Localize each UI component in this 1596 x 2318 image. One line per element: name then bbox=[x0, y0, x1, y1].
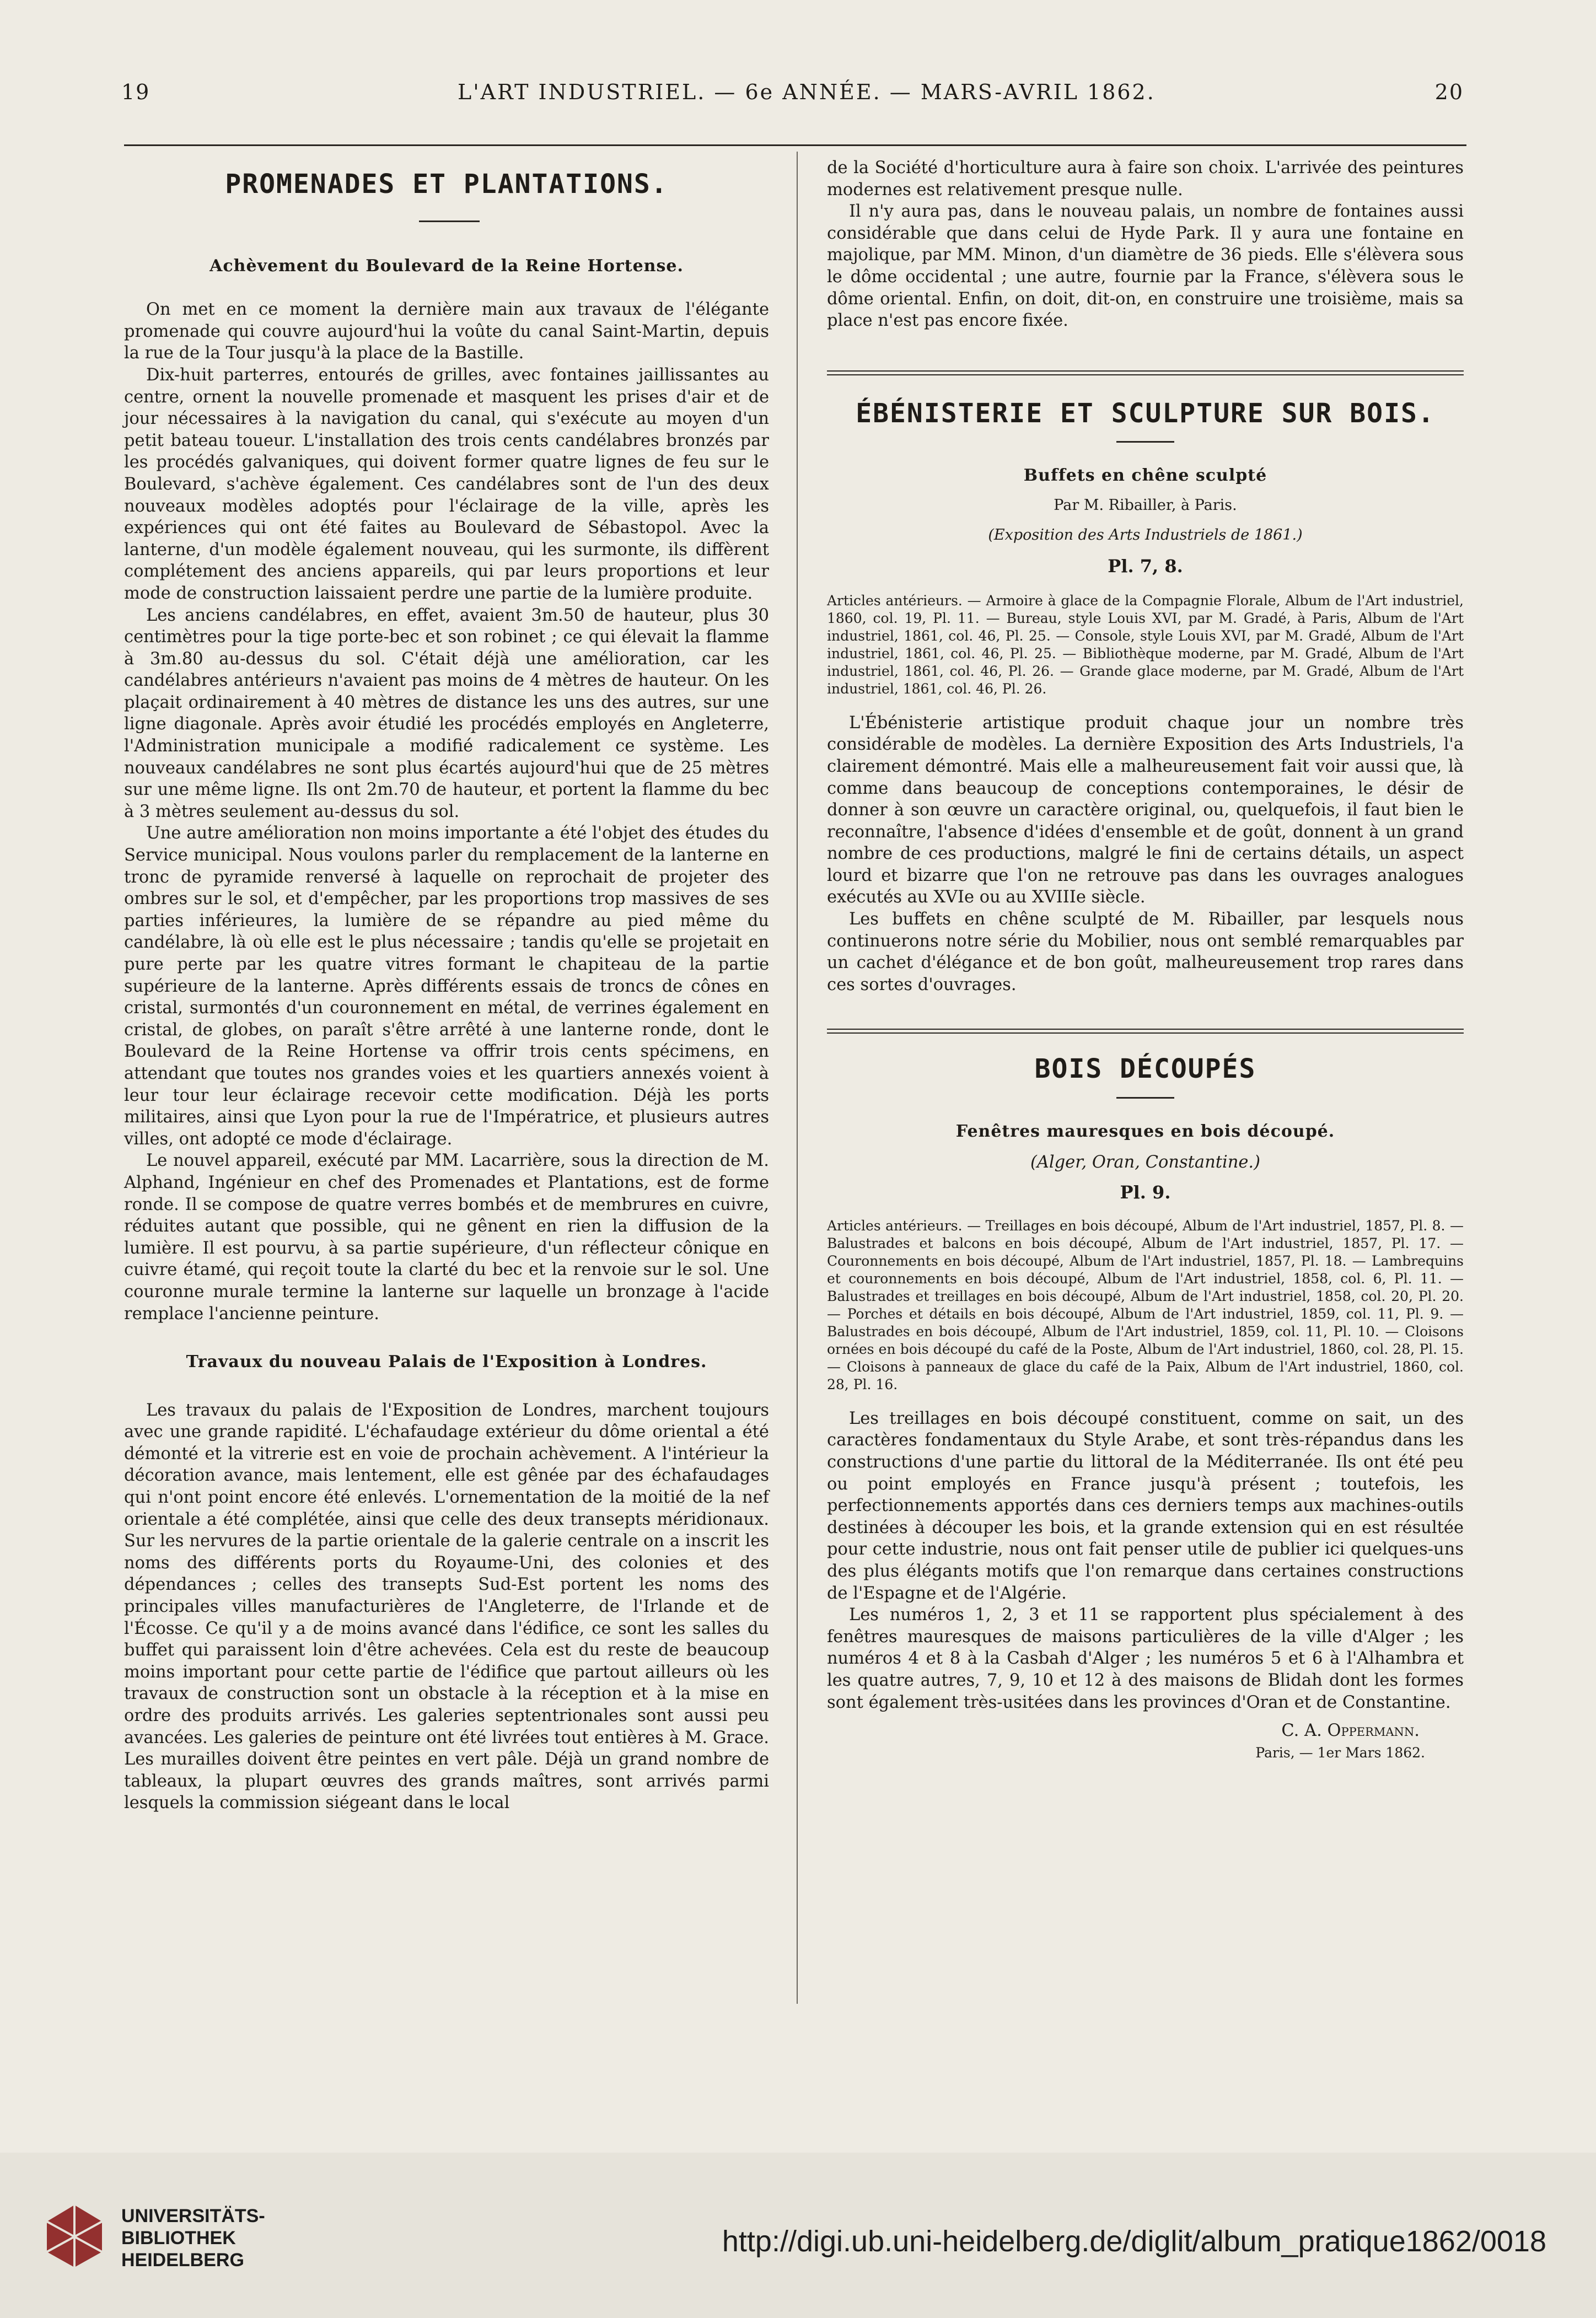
logo-line: UNIVERSITÄTS- bbox=[121, 2206, 265, 2226]
section-double-rule bbox=[827, 374, 1464, 375]
subtitle-buffets: Buffets en chêne sculpté bbox=[1023, 466, 1267, 486]
title-rule bbox=[419, 220, 480, 222]
paragraph: Une autre amélioration non moins importante a été l'objet des études du Service municipal. Nous voulons parler du remplacement de la lanterne en tronc de pyramide renversé à laquelle on reprochait de projeter des ombres sur le sol, et d'empêcher, par les proportions trop massives de ses parties inférieures, la lumière de se répandre au pied même du candélabre, là où elle est le plus nécessaire ; tandis qu'elle se projetait en pure perte par les quatre vitres formant le chapiteau de la partie supérieure de la lanterne. Après différents essais de troncs de cônes en cristal, surmontés d'un couronnement en métal, de verrines également en cristal, de globes, on paraît s'être arrêté à une lanterne ronde, dont le Boulevard de la Reine Hortense va offrir trois cents spécimens, en attendant que toutes nos grandes voies et les quartiers annexés voient à leur tour leur éclairage recevoir cette modification. Déjà les ports militaires, ainsi que Lyon pour la rue de l'Impératrice, et plusieurs autres villes, ont adopté ce mode d'éclairage. bbox=[124, 824, 769, 1149]
place-line: (Alger, Oran, Constantine.) bbox=[1030, 1152, 1261, 1172]
section-double-rule bbox=[827, 1032, 1464, 1034]
section-title-ebenisterie: ÉBÉNISTERIE ET SCULPTURE SUR BOIS. bbox=[856, 397, 1435, 429]
page-number-left: 19 bbox=[121, 80, 151, 104]
paragraph: Les travaux du palais de l'Exposition de Londres, marchent toujours avec une grande rapidité. L'échafaudage extérieur du dôme oriental a été démonté et la vitrerie est en voie de prochain achèvement. A l'intérieur la décoration avance, mais lentement, elle est gênée par des échafaudages qui n'ont point encore été enlevés. L'ornementation de la moitié de la nef orientale a été complétée, ainsi que celle des deux transepts méridionaux. Sur les nervures de la partie orientale de la galerie centrale on a inscrit les noms des différents ports du Royaume-Uni, des colonies et des dépendances ; celles des transepts Sud-Est portent les noms des principales villes manufacturières de l'Angleterre, de l'Irlande et de l'Écosse. Ce qu'il y a de moins avancé dans l'édifice, ce sont les salles du buffet qui paraissent loin d'être achevées. Cela est du reste de beaucoup moins important pour cette partie de l'édifice que partout ailleurs où les travaux de construction sont un obstacle à la réception et à la mise en ordre des produits arrivés. Les galeries septentrionales sont aussi peu avancées. Les galeries de peinture ont été livrées tout entières à M. Grace. Les murailles doivent être peintes en vert pâle. Déjà un grand nombre de tableaux, la plupart œuvres des grands maîtres, sont arrivés parmi lesquels la commission siégeant dans le local bbox=[124, 1400, 769, 1813]
exposition-line: (Exposition des Arts Industriels de 1861.) bbox=[988, 526, 1303, 544]
plate-reference: Pl. 7, 8. bbox=[1108, 556, 1183, 577]
signature-date: Paris, — 1er Mars 1862. bbox=[1255, 1744, 1425, 1761]
university-seal-icon bbox=[44, 2202, 105, 2268]
paragraph: Les buffets en chêne sculpté de M. Ribailler, par lesquels nous continuerons notre série du Mobilier, nous ont semblé remarquables par un cachet d'élégance et de bon goût, malheureusement trop rares dans ces sortes d'ouvrages. bbox=[827, 910, 1464, 994]
paragraph: de la Société d'horticulture aura à faire son choix. L'arrivée des peintures modernes est relativement presque nulle. bbox=[827, 158, 1464, 200]
subtitle-londres: Travaux du nouveau Palais de l'Exposition à Londres. bbox=[186, 1352, 707, 1372]
section-title-bois: BOIS DÉCOUPÉS bbox=[1034, 1053, 1256, 1085]
previous-articles: Articles antérieurs. — Treillages en bois découpé, Album de l'Art industriel, 1857, Pl. 8. — Balustrades et balcons en bois découpé, Album de l'Art industriel, 1857, Pl. 17. — Couronnements en bois découpé, Album de l'Art industriel, 1857, Pl. 18. — Lambrequins et couronnements en bois découpé, Album de l'Art industriel, 1858, col. 6, Pl. 11. — Balustrades et treillages en bois découpé, Album de l'Art industriel, 1858, col. 20, Pl. 20. — Porches et détails en bois découpé, Album de l'Art industriel, 1859, col. 11, Pl. 9. — Balustrades en bois découpé, Album de l'Art industriel, 1859, col. 11, Pl. 10. — Cloisons ornées en bois découpé du café de la Poste, Album de l'Art industriel, 1860, col. 28, Pl. 15. — Cloisons à panneaux de glace du café de la Paix, Album de l'Art industriel, 1860, col. 28, Pl. 16. bbox=[827, 1217, 1464, 1392]
logo-line: HEIDELBERG bbox=[121, 2250, 244, 2271]
author-line: Par M. Ribailler, à Paris. bbox=[1054, 496, 1237, 514]
section-double-rule bbox=[827, 1029, 1464, 1030]
paragraph: L'Ébénisterie artistique produit chaque jour un nombre très considérable de modèles. La dernière Exposition des Arts Industriels, l'a clairement démontré. Mais elle a malheureusement fait voir aussi que, là comme dans beaucoup de conceptions contemporaines, le désir de donner à son œuvre un caractère original, ou, quelquefois, il faut bien le reconnaître, l'absence d'idées d'ensemble et de goût, donnent à un grand nombre de ces productions, malgré le fini de certains détails, un aspect lourd et bizarre que l'on ne retrouve pas dans les ouvrages analogues exécutés au XVIe ou au XVIIIe siècle. bbox=[827, 713, 1464, 907]
previous-articles: Articles antérieurs. — Armoire à glace de la Compagnie Florale, Album de l'Art industriel, 1860, col. 19, Pl. 11. — Bureau, style Louis XVI, par M. Gradé, à Paris, Album de l'Art industriel, 1861, col. 46, Pl. 25. — Console, style Louis XVI, par M. Gradé, Album de l'Art industriel, 1861, col. 46, Pl. 25. — Bibliothèque moderne, par M. Gradé, Album de l'Art industriel, 1861, col. 46, Pl. 26. — Grande glace moderne, par M. Gradé, Album de l'Art industriel, 1861, col. 46, Pl. 26. bbox=[827, 592, 1464, 697]
title-rule bbox=[1116, 1097, 1174, 1099]
paragraph: Les treillages en bois découpé constituent, comme on sait, un des caractères fondamentaux du Style Arabe, et sont très-répandus dans les constructions d'une partie du littoral de la Méditerranée. Ils ont été peu ou point employés en France jusqu'à présent ; toutefois, les perfectionnements apportés dans ces derniers temps aux machines-outils destinées à découper les bois, et la grande extension qui en est résultée pour cette industrie, nous ont fait penser utile de publier ici quelques-uns des plus élégants motifs que l'on remarque dans certaines constructions de l'Espagne et de l'Algérie. bbox=[827, 1408, 1464, 1603]
paragraph: Les numéros 1, 2, 3 et 11 se rapportent plus spécialement à des fenêtres mauresques de maisons particulières de la ville d'Alger ; les numéros 4 et 8 à la Casbah d'Alger ; les numéros 5 et 6 à l'Alhambra et les quatre autres, 7, 9, 10 et 12 à des maisons de Blidah dont les formes sont également très-usitées dans les provinces d'Oran et de Constantine. bbox=[827, 1605, 1464, 1712]
paragraph: Il n'y aura pas, dans le nouveau palais, un nombre de fontaines aussi considérable que dans celui de Hyde Park. Il y aura une fontaine en majolique, par MM. Minon, d'un diamètre de 36 pieds. Elle s'élèvera sous le dôme occidental ; une autre, fournie par la France, s'élèvera sous le dôme oriental. Enfin, on doit, dit-on, en construire une troisième, mais sa place n'est pas encore fixée. bbox=[827, 202, 1464, 331]
section-title-promenades: PROMENADES ET PLANTATIONS. bbox=[225, 169, 668, 200]
page-number-right: 20 bbox=[1434, 80, 1464, 104]
library-logo-text[interactable] bbox=[121, 2205, 265, 2271]
source-url-link[interactable]: http://digi.ub.uni-heidelberg.de/diglit/album_pratique1862/0018 bbox=[722, 2225, 1546, 2258]
subtitle-boulevard: Achèvement du Boulevard de la Reine Hortense. bbox=[209, 256, 684, 276]
left-column bbox=[124, 169, 769, 1814]
paragraph: Dix-huit parterres, entourés de grilles, avec fontaines jaillissantes au centre, ornent la nouvelle promenade et masquent les prises d'air et de jour nécessaires à la navigation du canal, qui s'exécute au moyen d'un petit bateau toueur. L'installation des trois cents candélabres bronzés par les procédés galvaniques, qui doivent former quatre lignes de feu sur le Boulevard, s'achève également. Ces candélabres sont de l'un des deux nouveaux modèles adoptés pour l'éclairage de la ville, après les expériences qui ont été faites au Boulevard de Sébastopol. Avec la lanterne, d'un modèle également nouveau, qui les surmonte, ils diffèrent complétement des anciens appareils, qui par leurs proportions et leur mode de construction laissaient perdre une partie de la lumière produite. bbox=[124, 365, 769, 603]
running-header: L'ART INDUSTRIEL. — 6e ANNÉE. — MARS-AVRIL 1862. bbox=[458, 80, 1156, 104]
paragraph: Le nouvel appareil, exécuté par MM. Lacarrière, sous la direction de M. Alphand, Ingénieur en chef des Promenades et Plantations, est de forme ronde. Il se compose de quatre verres bombés et de membrures en cuivre, réduites autant que possible, qui ne gênent en rien la diffusion de la lumière. Il est pourvu, à sa partie supérieure, d'un réflecteur cônique en cuivre étamé, qui reçoit toute la clarté du bec et la renvoie sur le sol. Une couronne murale termine la lanterne sur laquelle un bronzage à l'acide remplace l'ancienne peinture. bbox=[124, 1151, 769, 1324]
paragraph: Les anciens candélabres, en effet, avaient 3m.50 de hauteur, plus 30 centimètres pour la tige porte-bec et son robinet ; ce qui élevait la flamme à 3m.80 au-dessus du sol. C'était déjà une amélioration, car les candélabres antérieurs n'avaient pas moins de 4 mètres de hauteur. On les plaçait ordinairement à 40 mètres de distance les uns des autres, sur une ligne diagonale. Après avoir étudié les procédés employés en Angleterre, l'Administration municipale a modifié radicalement ce système. Les nouveaux candélabres ne sont plus écartés aujourd'hui que de 25 mètres sur une même ligne. Ils ont 2m.70 de hauteur, et portent la flamme du bec à 3 mètres seulement au-dessus du sol. bbox=[124, 605, 769, 821]
header-rule bbox=[124, 144, 1466, 146]
subtitle-fenetres: Fenêtres mauresques en bois découpé. bbox=[955, 1122, 1335, 1142]
title-rule bbox=[1116, 441, 1174, 443]
right-column bbox=[827, 157, 1464, 1763]
paragraph: On met en ce moment la dernière main aux travaux de l'élégante promenade qui couvre aujourd'hui la voûte du canal Saint-Martin, depuis la rue de la Tour jusqu'à la place de la Bastille. bbox=[124, 300, 769, 363]
column-divider bbox=[797, 152, 798, 2004]
section-double-rule bbox=[827, 370, 1464, 372]
plate-reference: Pl. 9. bbox=[1120, 1182, 1171, 1203]
signature-name: C. A. Oppermann. bbox=[1281, 1721, 1420, 1741]
logo-line: BIBLIOTHEK bbox=[121, 2228, 236, 2249]
